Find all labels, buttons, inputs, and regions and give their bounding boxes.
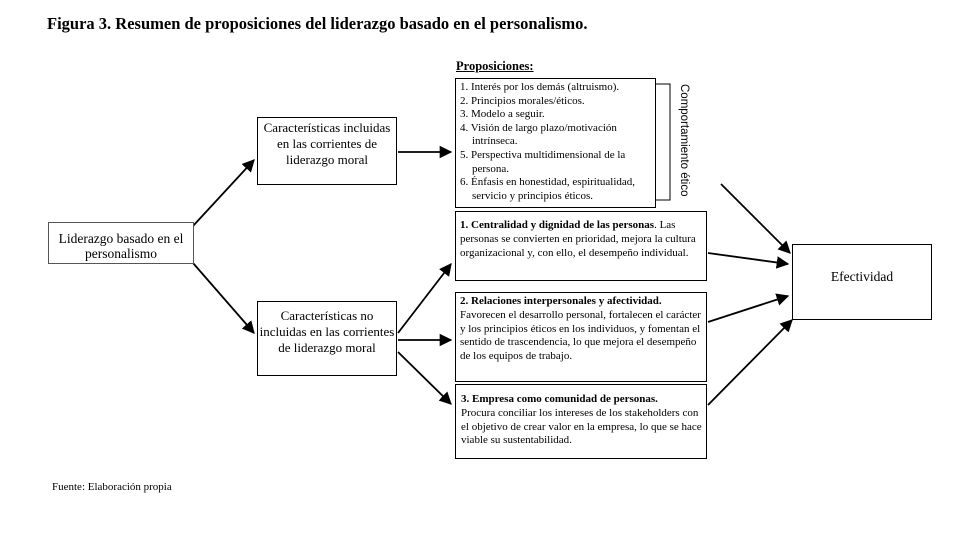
propositions-heading: Proposiciones: [456,59,534,73]
arrow-box2-to-effectiveness [708,296,788,322]
personalism-leadership-label: Liderazgo basado en el personalismo [58,231,184,261]
arrow-left-to-not-included [193,263,254,333]
arrow-box1-to-effectiveness [708,253,788,264]
arrow-left-to-included [193,160,254,226]
proposition-item: 3. Modelo a seguir. [460,108,545,121]
ethical-behavior-label-container [673,84,695,208]
interpersonal-relations-text: Favorecen el desarrollo personal, fortalecen el carácter y los principios éticos en los individuos, y fomentan el sentido de trascendencia, lo que mejora el desempeño de los equipos de trabajo. [460,308,701,363]
proposition-item: 6. Énfasis en honestidad, espiritualidad, servicio y principios éticos. [460,176,636,202]
not-included-characteristics-label: Características no incluidas en las corrientes de liderazgo moral [259,308,395,355]
proposition-item: 4. Visión de largo plazo/motivación intrínseca. [460,121,617,148]
propositions-box [455,78,656,208]
company-community-text: Procura conciliar los intereses de los stakeholders con el objetivo de crear valor en la empresa, lo que se hace viable su sustentabilidad. [461,406,702,447]
not-included-characteristics-box [257,301,397,376]
centrality-dignity-text: . Las personas se convierten en prioridad, mejora la cultura organizacional y, con ello, el desempeño individual. [460,219,696,259]
effectiveness-label: Efectividad [830,269,894,284]
propositions-list [460,81,655,203]
proposition-item: 1. Interés por los demás (altruismo). [460,81,620,93]
figure-title: Figura 3. Resumen de proposiciones del liderazgo basado en el personalismo. [47,14,588,33]
proposition-item: 5. Perspectiva multidimensional de la persona. [460,148,626,175]
proposition-item: 2. Principios morales/éticos. [460,94,585,107]
centrality-dignity-box [455,211,707,281]
company-community-heading: 3. Empresa como comunidad de personas. [461,393,658,405]
included-characteristics-box [257,117,397,185]
personalism-leadership-box [48,222,194,264]
arrow-box3-to-effectiveness [708,320,792,405]
arrow-props-to-effectiveness [721,184,790,253]
company-community-box [455,384,707,459]
effectiveness-box [792,244,932,320]
arrow-not-included-to-box1 [398,264,451,333]
ethical-bracket [656,84,670,200]
included-characteristics-label: Características incluidas en las corrientes de liderazgo moral [263,120,391,167]
interpersonal-relations-heading: 2. Relaciones interpersonales y afectividad. [460,295,662,307]
source-note: Fuente: Elaboración propia [52,481,172,493]
centrality-dignity-heading: 1. Centralidad y dignidad de las personas [460,219,655,231]
interpersonal-relations-box [455,292,707,382]
arrow-not-included-to-box3 [398,352,451,404]
ethical-behavior-label: Comportamiento ético [678,84,690,197]
